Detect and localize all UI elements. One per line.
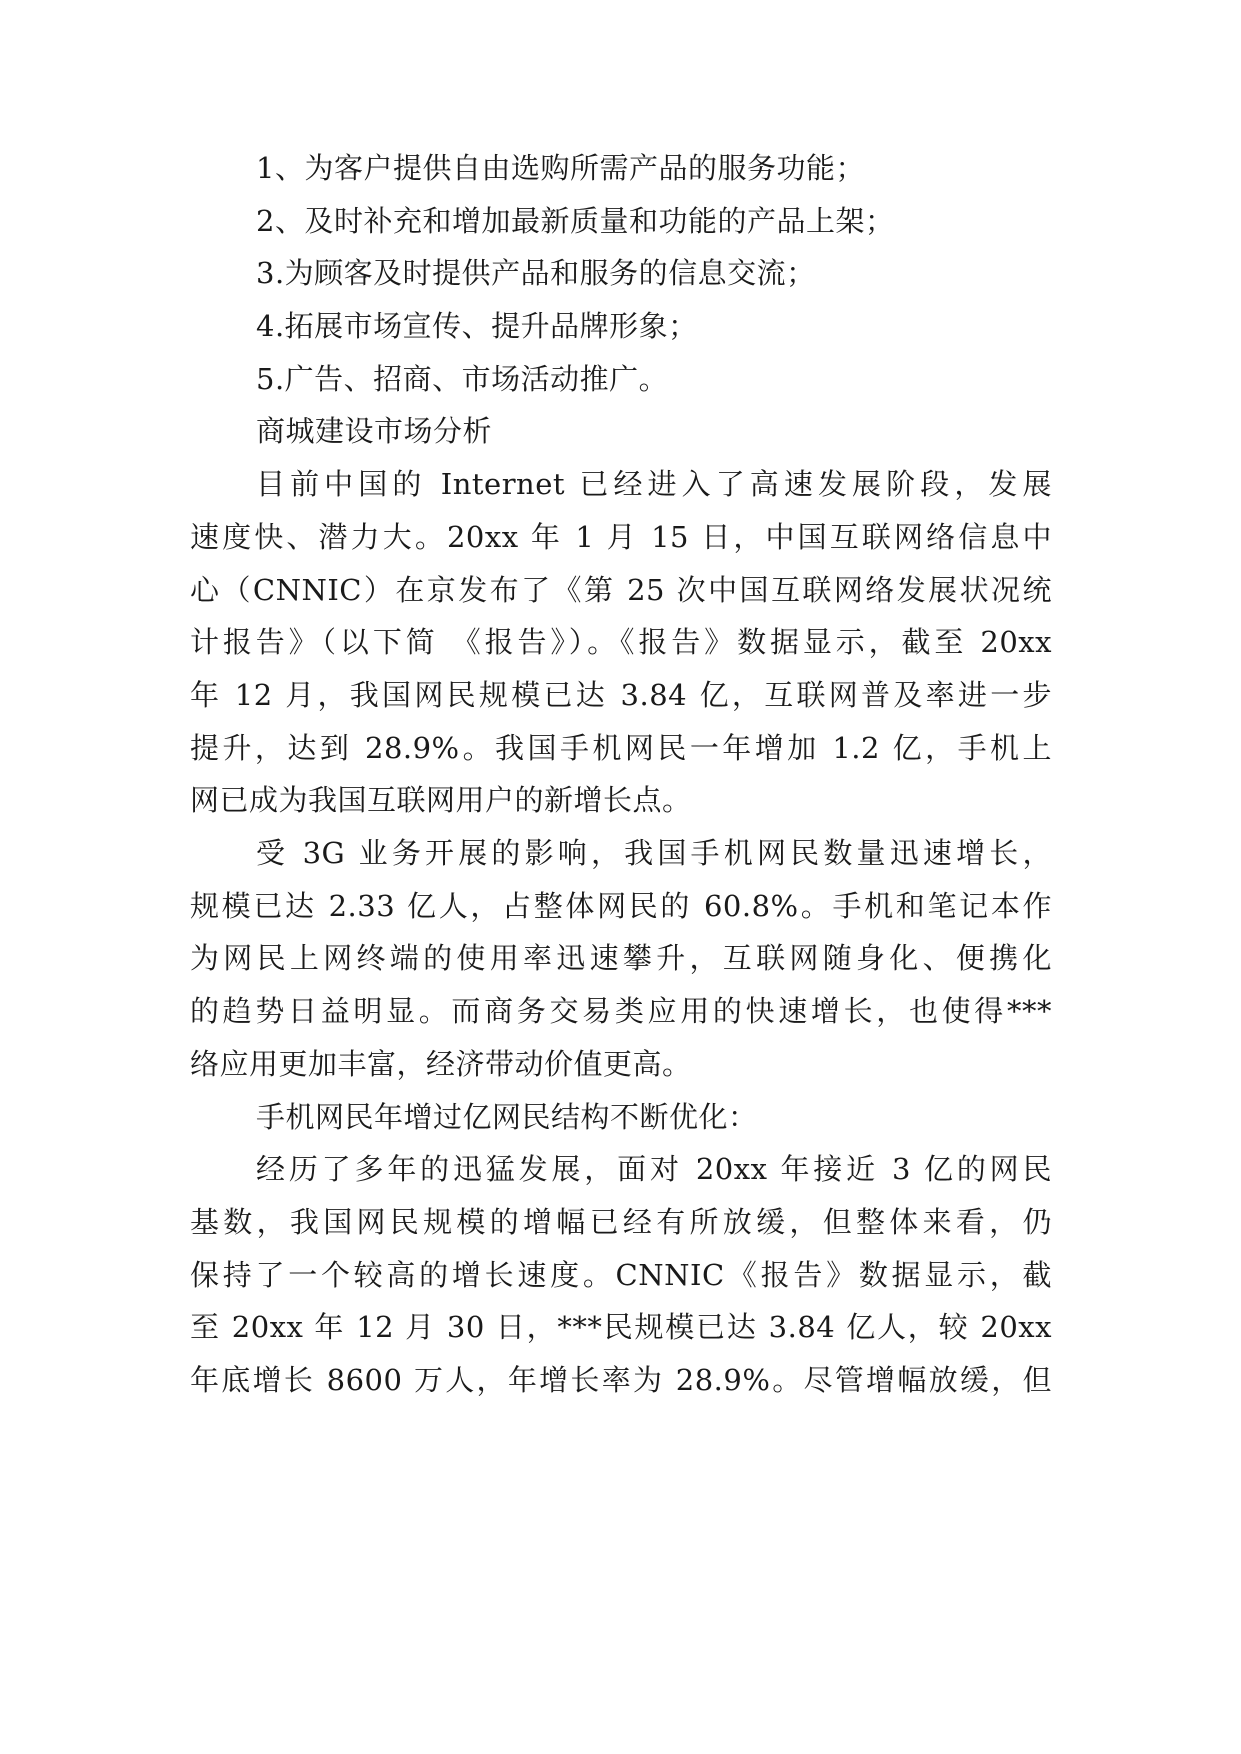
section-heading-mobile-users: 手机网民年增过亿网民结构不断优化： <box>256 1100 758 1134</box>
list-item-2: 2、及时补充和增加最新质量和功能的产品上架； <box>256 204 895 238</box>
list-item-3: 3.为顾客及时提供产品和服务的信息交流； <box>256 256 816 290</box>
list-item-5: 5.广告、招商、市场活动推广。 <box>256 362 669 396</box>
list-item-4: 4.拓展市场宣传、提升品牌形象； <box>256 309 698 343</box>
paragraph-3-line-2: 基数，我国网民规模的增幅已经有所放缓，但整体来看，仍 <box>190 1205 1052 1239</box>
paragraph-2-line-1: 受 3G 业务开展的影响，我国手机网民数量迅速增长， <box>256 836 1052 870</box>
paragraph-2-line-4: 的趋势日益明显。而商务交易类应用的快速增长，也使得*** <box>190 994 1052 1028</box>
paragraph-1-line-7: 网已成为我国互联网用户的新增长点。 <box>190 783 692 817</box>
section-heading-market-analysis: 商城建设市场分析 <box>256 414 493 448</box>
paragraph-2-line-3: 为网民上网终端的使用率迅速攀升，互联网随身化、便携化 <box>190 941 1052 975</box>
paragraph-2-line-5: 络应用更加丰富，经济带动价值更高。 <box>190 1047 692 1081</box>
paragraph-2-line-2: 规模已达 2.33 亿人，占整体网民的 60.8%。手机和笔记本作 <box>190 889 1052 923</box>
paragraph-1-line-1: 目前中国的 Internet 已经进入了高速发展阶段，发展 <box>256 467 1052 501</box>
paragraph-1-line-2: 速度快、潜力大。20xx 年 1 月 15 日，中国互联网络信息中 <box>190 520 1052 554</box>
paragraph-1-line-3: 心（CNNIC）在京发布了《第 25 次中国互联网络发展状况统 <box>190 573 1052 607</box>
paragraph-3-line-1: 经历了多年的迅猛发展，面对 20xx 年接近 3 亿的网民 <box>256 1152 1052 1186</box>
paragraph-3-line-3: 保持了一个较高的增长速度。CNNIC《报告》数据显示，截 <box>190 1258 1052 1292</box>
paragraph-1-line-6: 提升，达到 28.9%。我国手机网民一年增加 1.2 亿，手机上 <box>190 731 1052 765</box>
paragraph-3-line-4: 至 20xx 年 12 月 30 日，***民规模已达 3.84 亿人，较 20xx <box>190 1310 1052 1344</box>
paragraph-1-line-5: 年 12 月，我国网民规模已达 3.84 亿，互联网普及率进一步 <box>190 678 1052 712</box>
paragraph-3-line-5: 年底增长 8600 万人，年增长率为 28.9%。尽管增幅放缓，但 <box>190 1363 1052 1397</box>
list-item-1: 1、为客户提供自由选购所需产品的服务功能； <box>256 151 865 185</box>
paragraph-1-line-4: 计报告》（以下简 《报告》）。《报告》数据显示，截至 20xx <box>190 625 1052 659</box>
